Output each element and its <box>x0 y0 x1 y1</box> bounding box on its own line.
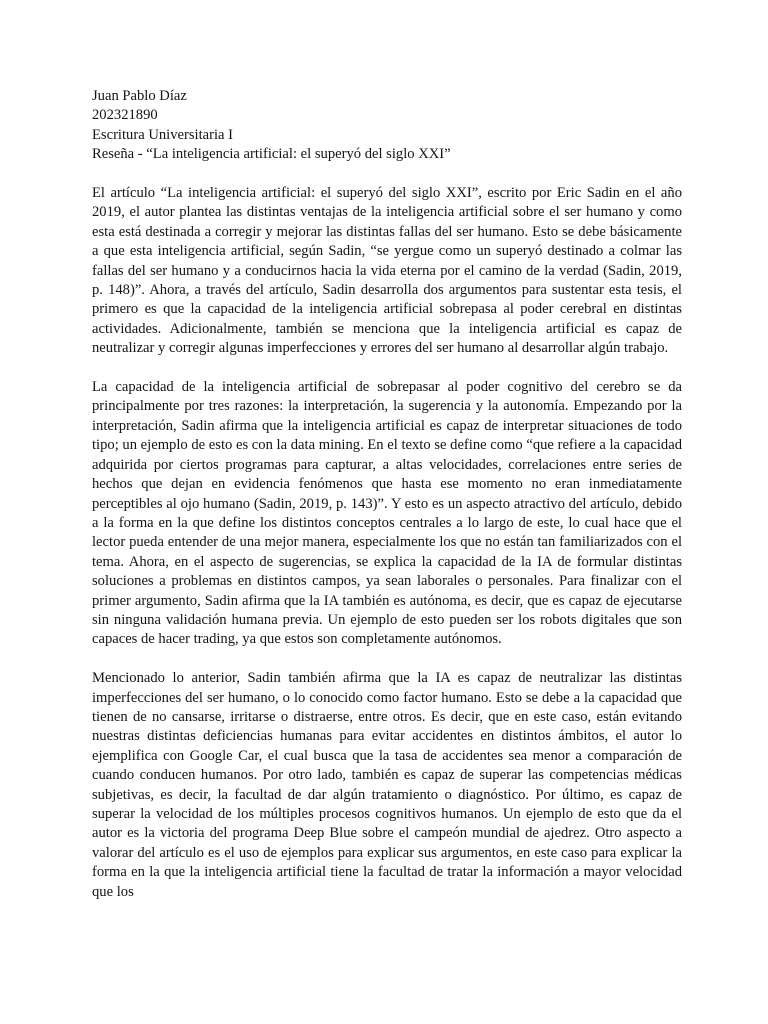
document-content <box>92 87 682 902</box>
course-name: Escritura Universitaria I <box>92 126 234 143</box>
document-title: Reseña - “La inteligencia artificial: el superyó del siglo XXI” <box>92 146 451 163</box>
document-header <box>92 87 682 165</box>
author-name: Juan Pablo Díaz <box>92 88 187 104</box>
body-paragraph-1: El artículo “La inteligencia artificial: el superyó del siglo XXI”, escrito por Eric Sadin en el año 2019, el autor plantea las distintas ventajas de la inteligencia artificial sobre el ser humano y como esta está destinada a corregir y mejorar las distintas fallas del ser humano. Esto se debe básicamente a que esta inteligencia artificial, según Sadin, “se yergue como un superyó destinado a colmar las fallas del ser humano y a conducirnos hacia la vida eterna por el camino de la verdad (Sadin, 2019, p. 148)”. Ahora, a través del artículo, Sadin desarrolla dos argumentos para sustentar esta tesis, el primero es que la capacidad de la inteligencia artificial sobrepasa al poder cerebral en distintas actividades. Adicionalmente, también se menciona que la inteligencia artificial es capaz de neutralizar y corregir algunas imperfecciones y errores del ser humano al desarrollar algún trabajo. <box>92 185 682 357</box>
body-paragraph-2: La capacidad de la inteligencia artificial de sobrepasar al poder cognitivo del cerebro se da principalmente por tres razones: la interpretación, la sugerencia y la autonomía. Empezando por la interpretación, Sadin afirma que la inteligencia artificial es capaz de interpretar situaciones de todo tipo; un ejemplo de esto es con la data mining. En el texto se define como “que refiere a la capacidad adquirida por ciertos programas para capturar, a altas velocidades, correlaciones entre series de hechos que dejan en evidencia fenómenos que hasta ese momento no eran inmediatamente perceptibles al ojo humano (Sadin, 2019, p. 143)”. Y esto es un aspecto atractivo del artículo, debido a la forma en la que define los distintos conceptos centrales a lo largo de este, lo cual hace que el lector pueda entender de una mejor manera, especialmente los que no están tan familiarizados con el tema. Ahora, en el aspecto de sugerencias, se explica la capacidad de la IA de formular distintas soluciones a problemas en distintos campos, ya sean laborales o personales. Para finalizar con el primer argumento, Sadin afirma que la IA también es autónoma, es decir, que es capaz de ejecutarse sin ninguna validación humana previa. Un ejemplo de esto pueden ser los robots digitales que son capaces de hacer trading, ya que estos son completamente autónomos. <box>92 379 682 648</box>
student-id: 202321890 <box>92 107 158 124</box>
body-paragraph-3: Mencionado lo anterior, Sadin también afirma que la IA es capaz de neutralizar las distintas imperfecciones del ser humano, o lo conocido como factor humano. Esto se debe a la capacidad que tienen de no cansarse, irritarse o distraerse, entre otros. Es decir, que en este caso, están evitando nuestras distintas deficiencias humanas para evitar accidentes en distintos ámbitos, el autor lo ejemplifica con Google Car, el cual busca que la tasa de accidentes sea menor a comparación de cuando conducen humanos. Por otro lado, también es capaz de superar las competencias médicas subjetivas, es decir, la facultad de dar algún tratamiento o diagnóstico. Por último, es capaz de superar la velocidad de los múltiples procesos cognitivos humanos. Un ejemplo de esto que da el autor es la victoria del programa Deep Blue sobre el campeón mundial de ajedrez. Otro aspecto a valorar del artículo es el uso de ejemplos para explicar sus argumentos, en este caso para explicar la forma en la que la inteligencia artificial tiene la facultad de tratar la información a mayor velocidad que los <box>92 670 682 900</box>
